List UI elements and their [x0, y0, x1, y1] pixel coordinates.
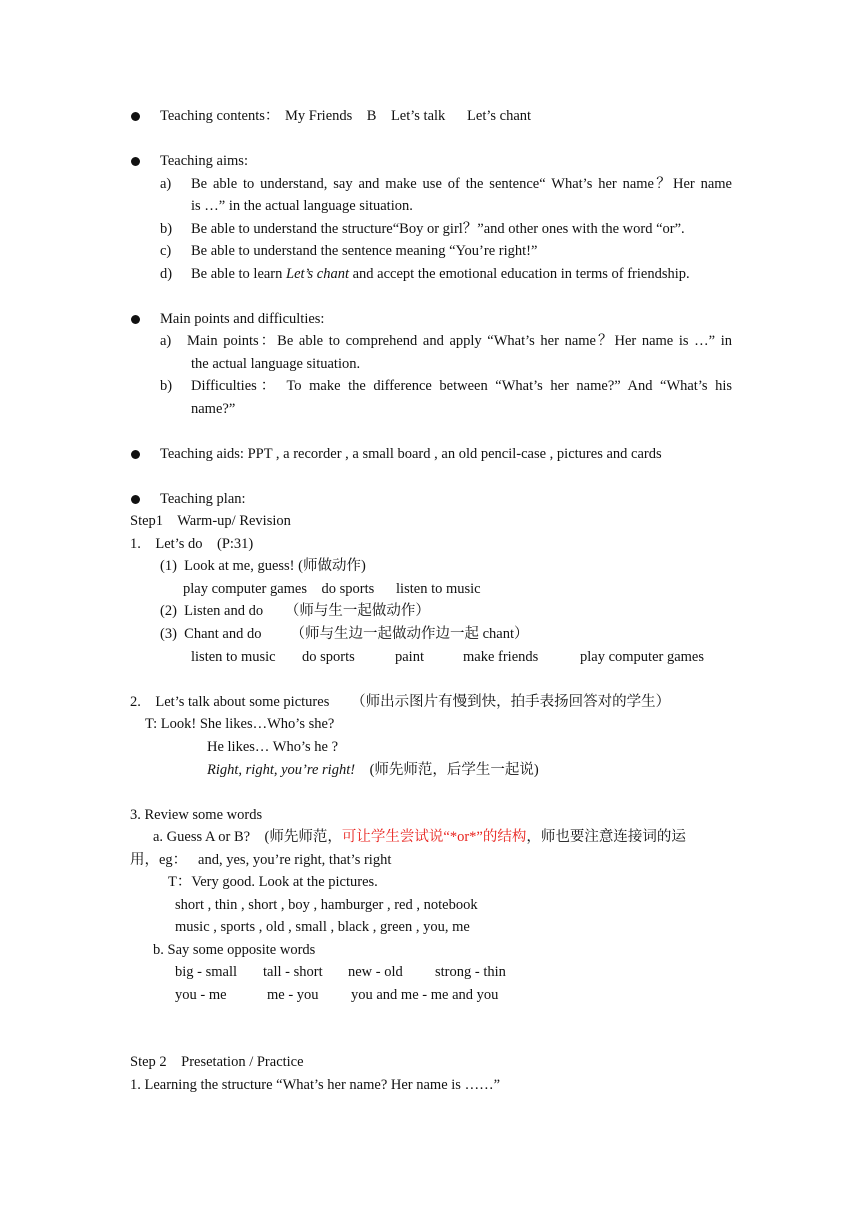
point-b-line1: Difficulties： To make the difference between “What’s her name?” And “What’s his — [191, 378, 732, 394]
opposite-pair: new - old — [348, 964, 403, 980]
step1-item2: 2. Let’s talk about some pictures （师出示图片有慢到快，拍手表扬回答对的学生） — [130, 694, 671, 710]
word-list-2: music , sports , old , small , black , green , you, me — [175, 919, 470, 935]
opposite-pair: tall - short — [263, 964, 323, 980]
contents-text: My Friends B Let’s talk Let’s chant — [285, 108, 532, 124]
aim-a-line2: is …” in the actual language situation. — [191, 198, 413, 214]
aim-b-text: Be able to understand the structure“Boy or girl？”and other ones with the word “or”. — [191, 221, 685, 237]
aim-c-text: Be able to understand the sentence meaning “You’re right!” — [191, 243, 538, 259]
step1-item1-sub1: (1) Look at me, guess! (师做动作) — [160, 558, 366, 574]
step1-item3a-line2: 用，eg： and, yes, you’re right, that’s right — [130, 852, 392, 868]
bullet-icon — [131, 315, 140, 324]
step1-item3b: b. Say some opposite words — [153, 942, 316, 958]
step2-item1: 1. Learning the structure “What’s her name? Her name is ……” — [130, 1077, 501, 1093]
contents-label: Teaching contents： — [160, 108, 280, 124]
opposite-pair: you and me - me and you — [351, 987, 499, 1003]
aims-heading: Teaching aims: — [160, 153, 248, 169]
bullet-icon — [131, 450, 140, 459]
points-heading: Main points and difficulties: — [160, 311, 325, 327]
plan-heading: Teaching plan: — [160, 491, 246, 507]
aim-d-post: and accept the emotional education in terms of friendship. — [349, 266, 690, 282]
aim-a-line1: Be able to understand, say and make use of the sentence“ What’s her name？Her name — [191, 176, 732, 192]
bullet-icon — [131, 112, 140, 121]
step1-item3a-teacher: T：Very good. Look at the pictures. — [168, 874, 378, 890]
chant-word: make friends — [463, 649, 539, 665]
bullet-icon — [131, 495, 140, 504]
aim-a-marker: a) — [160, 176, 172, 192]
chant-word: play computer games — [580, 649, 705, 665]
step1-item1-sub3: (3) Chant and do （师与生边一起做动作边一起 chant） — [160, 626, 529, 642]
aim-b-marker: b) — [160, 221, 173, 237]
chant-word: paint — [395, 649, 424, 665]
opposite-pair: big - small — [175, 964, 238, 980]
step1-item3a — [153, 828, 686, 846]
step1-item1-words: play computer games do sports listen to music — [183, 581, 481, 597]
aim-d-marker: d) — [160, 266, 173, 282]
aids-text: Teaching aids: PPT , a recorder , a small board , an old pencil-case , pictures and cards — [160, 446, 662, 462]
word-list-1: short , thin , short , boy , hamburger , red , notebook — [175, 897, 478, 913]
chant-word: do sports — [302, 649, 355, 665]
step1-item1: 1. Let’s do (P:31) — [130, 536, 254, 552]
aim-d-pre: Be able to learn — [191, 266, 287, 282]
aim-c-marker: c) — [160, 243, 172, 259]
step1-item2-line3 — [207, 761, 539, 779]
chant-word: listen to music — [191, 649, 276, 665]
step1-item1-sub2: (2) Listen and do （师与生一起做动作） — [160, 603, 430, 619]
step1-item2-line1: T: Look! She likes…Who’s she? — [145, 716, 335, 732]
point-b-marker: b) — [160, 378, 173, 394]
guess-post: ，师也要注意连接词的运 — [526, 829, 686, 845]
right-chant: Right, right, you’re right! — [207, 762, 356, 778]
opposite-pair: me - you — [267, 987, 319, 1003]
step1-item3: 3. Review some words — [130, 807, 263, 823]
guess-pre: a. Guess A or B? (师先师范， — [153, 829, 342, 845]
aim-d-chant-title: Let’s chant — [286, 266, 349, 282]
step2-heading: Step 2 Presetation / Practice — [130, 1054, 304, 1070]
point-a-line2: the actual language situation. — [191, 356, 361, 372]
point-b-line2: name?” — [191, 401, 236, 417]
point-a-line1: Main points：Be able to comprehend and apply “What’s her name？Her name is …” in — [187, 333, 732, 349]
opposite-pair: you - me — [175, 987, 227, 1003]
right-chant-note: (师先师范，后学生一起说) — [355, 762, 539, 778]
bullet-icon — [131, 157, 140, 166]
guess-red-note: 可让学生尝试说“*or*”的结构 — [341, 829, 527, 845]
opposite-pair: strong - thin — [435, 964, 506, 980]
step1-item2-line2: He likes… Who’s he ? — [207, 739, 339, 755]
aim-d-text — [191, 265, 690, 283]
point-a-marker: a) — [160, 333, 172, 349]
step1-heading: Step1 Warm-up/ Revision — [130, 513, 291, 529]
